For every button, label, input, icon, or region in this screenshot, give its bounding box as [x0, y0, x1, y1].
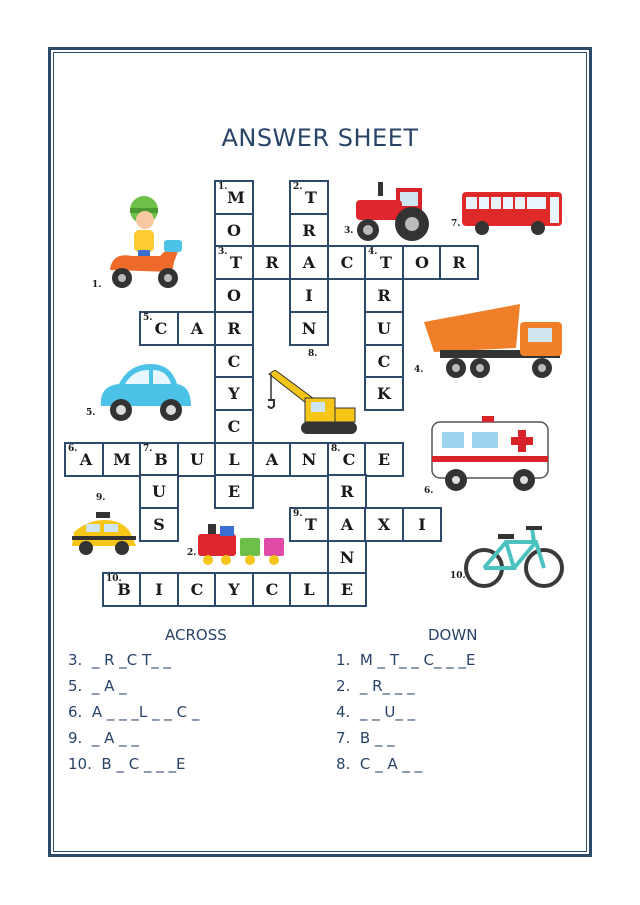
cell-letter: E — [377, 450, 391, 469]
crossword-cell — [102, 572, 142, 607]
label-car: 5. — [86, 408, 96, 418]
crossword-cell — [177, 572, 217, 607]
crossword-cell — [364, 507, 404, 542]
cell-letter: B — [154, 450, 168, 469]
label-motorcycle: 1. — [92, 280, 102, 290]
crossword-cell — [177, 442, 217, 477]
cell-letter: A — [302, 253, 316, 272]
crossword-cell — [439, 245, 479, 280]
ambulance-picture — [428, 414, 553, 494]
page-title: ANSWER SHEET — [221, 124, 419, 152]
cell-letter: T — [305, 188, 317, 207]
crossword-cell — [327, 245, 367, 280]
cell-letter: S — [153, 515, 165, 534]
cell-letter: B — [117, 580, 131, 599]
cell-letter: Y — [228, 580, 240, 599]
cell-letter: O — [227, 221, 241, 240]
down-heading: DOWN — [428, 626, 478, 644]
cell-letter: C — [340, 253, 354, 272]
crossword-cell — [289, 311, 329, 346]
tractor-picture — [352, 180, 434, 244]
label-tractor: 3. — [344, 226, 354, 236]
crossword-cell — [289, 180, 329, 215]
crossword-cell — [289, 507, 329, 542]
cell-letter: N — [301, 450, 317, 469]
crossword-cell — [214, 278, 254, 313]
cell-letter: C — [265, 580, 279, 599]
across-clue: 3. _ R _C T_ _ — [68, 651, 171, 669]
cell-letter: U — [152, 482, 166, 501]
cell-letter: M — [113, 450, 131, 469]
clue-number: 8. — [331, 444, 341, 454]
clue-number: 3. — [218, 247, 228, 257]
crossword-cell — [327, 507, 367, 542]
crossword-cell — [327, 442, 367, 477]
train-picture — [196, 518, 291, 570]
cell-letter: C — [377, 352, 391, 371]
crossword-cell — [364, 278, 404, 313]
cell-letter: T — [380, 253, 392, 272]
down-clue: 1. M _ T_ _ C_ _ _E — [336, 651, 476, 669]
crossword-cell — [214, 376, 254, 411]
cell-letter: A — [190, 319, 204, 338]
clue-number: 9. — [293, 509, 303, 519]
cell-letter: R — [340, 482, 354, 501]
cell-letter: K — [377, 384, 391, 403]
bicycle-picture — [462, 520, 568, 592]
crossword-cell — [252, 442, 292, 477]
cell-letter: L — [228, 450, 240, 469]
clue-number: 1. — [218, 182, 228, 192]
cell-letter: O — [415, 253, 429, 272]
crossword-cell — [364, 245, 404, 280]
across-clue: 9. _ A _ _ — [68, 729, 139, 747]
crossword-cell — [289, 572, 329, 607]
down-clue: 8. C _ A _ _ — [336, 755, 423, 773]
crossword-cell — [102, 442, 142, 477]
across-heading: ACROSS — [165, 626, 227, 644]
crossword-cell — [402, 507, 442, 542]
clue-number: 2. — [293, 182, 303, 192]
across-clue: 10. B _ C _ _ _E — [68, 755, 186, 773]
cell-letter: C — [227, 417, 241, 436]
cell-letter: I — [155, 580, 163, 599]
down-clue: 2. _ R_ _ _ — [336, 677, 415, 695]
crossword-cell — [214, 213, 254, 248]
cell-letter: L — [303, 580, 315, 599]
crossword-cell — [289, 278, 329, 313]
crossword-cell — [139, 442, 179, 477]
motorcycle-picture — [100, 190, 190, 295]
taxi-picture — [68, 510, 140, 558]
cell-letter: R — [452, 253, 466, 272]
cell-letter: R — [302, 221, 316, 240]
crossword-cell — [252, 572, 292, 607]
cell-letter: U — [377, 319, 391, 338]
cell-letter: N — [339, 548, 355, 567]
crossword-cell — [64, 442, 104, 477]
cell-letter: C — [342, 450, 356, 469]
crossword-cell — [327, 540, 367, 575]
label-crane: 8. — [308, 349, 318, 359]
cell-letter: X — [377, 515, 391, 534]
cell-letter: N — [301, 319, 317, 338]
crossword-cell — [214, 572, 254, 607]
cell-letter: C — [227, 352, 241, 371]
cell-letter: A — [79, 450, 93, 469]
cell-letter: E — [227, 482, 241, 501]
across-clue: 6. A _ _ _L _ _ C _ — [68, 703, 200, 721]
crossword-cell — [364, 442, 404, 477]
car-picture — [95, 356, 195, 426]
label-taxi: 9. — [96, 493, 106, 503]
crossword-cell — [214, 180, 254, 215]
crossword-cell — [139, 311, 179, 346]
crossword-cell — [364, 311, 404, 346]
crossword-cell — [214, 474, 254, 509]
cell-letter: I — [305, 286, 313, 305]
crossword-cell — [402, 245, 442, 280]
bus-picture — [460, 188, 566, 238]
crossword-cell — [364, 344, 404, 379]
crossword-cell — [252, 245, 292, 280]
label-train: 2. — [187, 548, 197, 558]
crane-picture — [265, 370, 360, 438]
crossword-cell — [289, 442, 329, 477]
crossword-cell — [214, 409, 254, 444]
cell-letter: O — [227, 286, 241, 305]
crossword-cell — [364, 376, 404, 411]
label-ambulance: 6. — [424, 486, 434, 496]
cell-letter: Y — [228, 384, 240, 403]
crossword-cell — [139, 474, 179, 509]
cell-letter: A — [340, 515, 354, 534]
cell-letter: C — [190, 580, 204, 599]
crossword-cell — [289, 213, 329, 248]
cell-letter: U — [190, 450, 204, 469]
clue-number: 10. — [106, 574, 122, 584]
cell-letter: I — [418, 515, 426, 534]
truck-picture — [420, 300, 570, 385]
crossword-cell — [139, 572, 179, 607]
crossword-cell — [214, 245, 254, 280]
cell-letter: A — [265, 450, 279, 469]
clue-number: 6. — [68, 444, 78, 454]
crossword-cell — [214, 344, 254, 379]
crossword-cell — [289, 245, 329, 280]
down-clue: 4. _ _ U_ _ — [336, 703, 416, 721]
cell-letter: E — [340, 580, 354, 599]
cell-letter: T — [305, 515, 317, 534]
crossword-cell — [214, 442, 254, 477]
clue-number: 5. — [143, 313, 153, 323]
crossword-cell — [214, 311, 254, 346]
crossword-cell — [139, 507, 179, 542]
label-truck: 4. — [414, 365, 424, 375]
across-clue: 5. _ A _ — [68, 677, 127, 695]
cell-letter: R — [377, 286, 391, 305]
cell-letter: R — [265, 253, 279, 272]
crossword-cell — [177, 311, 217, 346]
crossword-cell — [327, 572, 367, 607]
clue-number: 4. — [368, 247, 378, 257]
cell-letter: T — [230, 253, 242, 272]
label-bicycle: 10. — [450, 571, 466, 581]
down-clue: 7. B _ _ — [336, 729, 395, 747]
cell-letter: C — [154, 319, 168, 338]
crossword-cell — [327, 474, 367, 509]
cell-letter: R — [227, 319, 241, 338]
cell-letter: M — [227, 188, 245, 207]
clue-number: 7. — [143, 444, 153, 454]
label-bus: 7. — [451, 219, 461, 229]
